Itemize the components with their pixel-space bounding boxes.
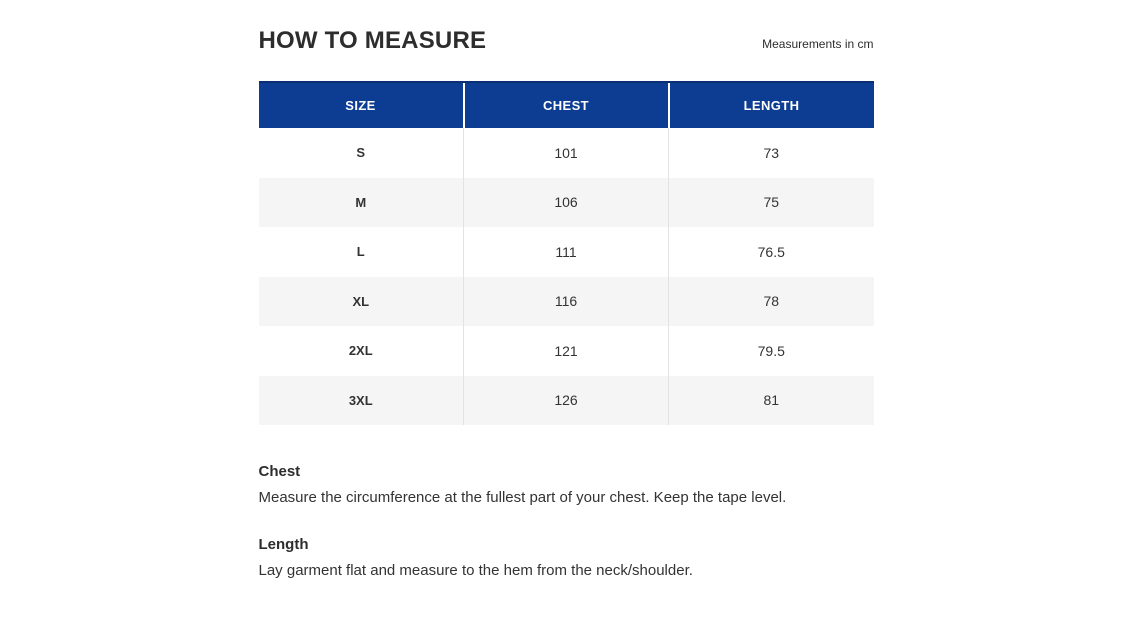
chest-cell: 121 bbox=[464, 326, 669, 376]
table-row bbox=[259, 326, 874, 376]
size-cell: L bbox=[356, 244, 365, 260]
length-cell: 76.5 bbox=[669, 227, 874, 277]
chest-cell: 116 bbox=[464, 277, 669, 327]
size-cell: XL bbox=[352, 293, 370, 309]
note-text-length: Lay garment flat and measure to the hem from the neck/shoulder. bbox=[258, 561, 693, 579]
note-heading-chest: Chest bbox=[258, 463, 301, 480]
size-table bbox=[259, 81, 874, 425]
measuring-notes bbox=[259, 463, 874, 582]
size-table-body bbox=[259, 128, 874, 425]
table-row bbox=[259, 227, 874, 277]
table-row bbox=[259, 128, 874, 178]
column-header-size: SIZE bbox=[259, 82, 464, 128]
size-cell: S bbox=[356, 145, 366, 161]
units-note: Measurements in cm bbox=[762, 37, 874, 51]
size-cell: 3XL bbox=[348, 392, 373, 408]
chest-cell: 101 bbox=[464, 128, 669, 178]
table-row bbox=[259, 376, 874, 426]
size-cell: 2XL bbox=[348, 343, 373, 359]
chest-cell: 106 bbox=[464, 178, 669, 228]
length-cell: 81 bbox=[669, 376, 874, 426]
note-text-chest: Measure the circumference at the fullest part of your chest. Keep the tape level. bbox=[258, 489, 787, 506]
chest-cell: 126 bbox=[464, 376, 669, 426]
column-header-length: LENGTH bbox=[669, 82, 874, 128]
table-row bbox=[259, 178, 874, 228]
chest-cell: 111 bbox=[464, 227, 669, 277]
length-cell: 79.5 bbox=[669, 326, 874, 376]
column-header-chest: CHEST bbox=[464, 82, 669, 128]
note-length bbox=[259, 536, 874, 582]
note-heading-length: Length bbox=[258, 535, 309, 553]
size-guide-section bbox=[259, 0, 874, 582]
size-cell: M bbox=[355, 194, 367, 210]
length-cell: 73 bbox=[669, 128, 874, 178]
section-header bbox=[259, 29, 874, 53]
page-title: HOW TO MEASURE bbox=[258, 27, 487, 54]
note-chest bbox=[259, 463, 874, 509]
length-cell: 75 bbox=[669, 178, 874, 228]
header-row bbox=[259, 82, 874, 128]
table-row bbox=[259, 277, 874, 327]
size-table-head bbox=[259, 82, 874, 128]
length-cell: 78 bbox=[669, 277, 874, 327]
